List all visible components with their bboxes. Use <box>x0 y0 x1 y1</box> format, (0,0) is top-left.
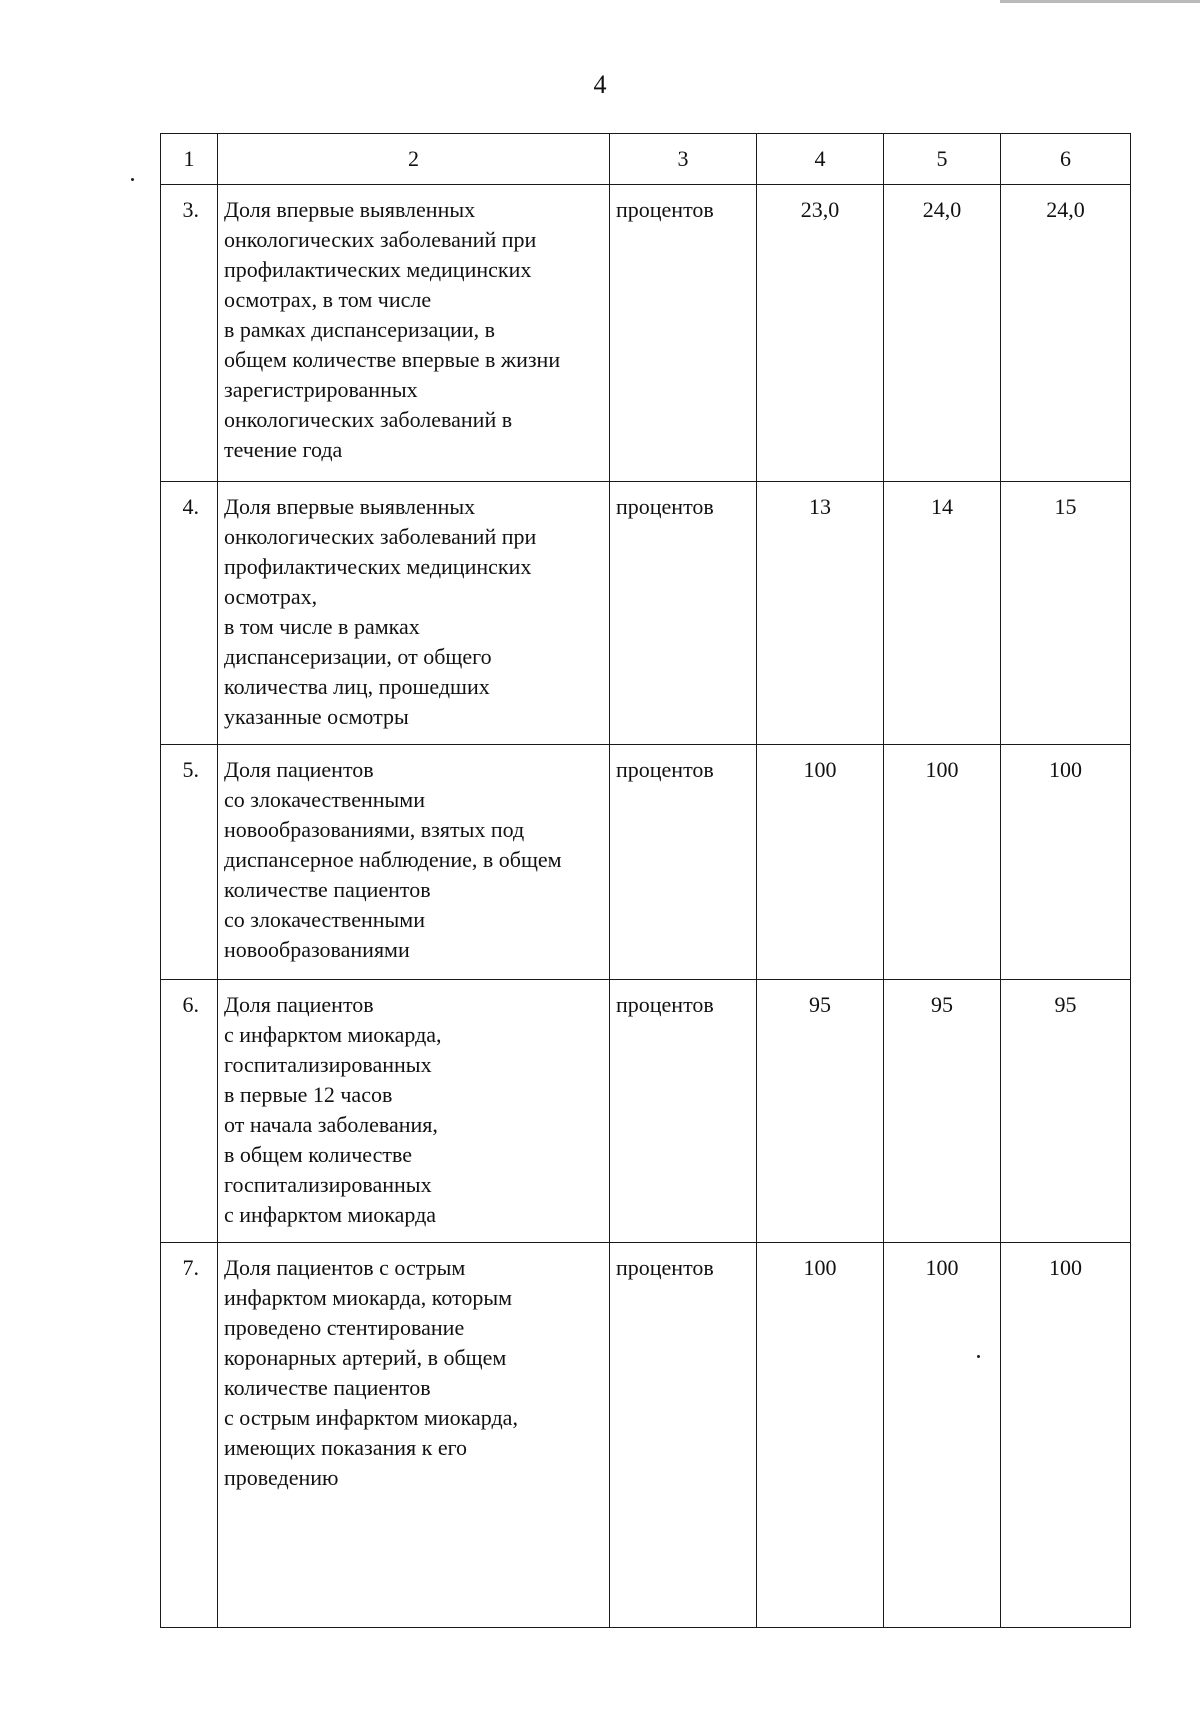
indicator-name-line: количестве пациентов <box>224 877 431 902</box>
value-cell-v4: 100 <box>757 1243 884 1628</box>
value-cell-v5: 100 <box>884 745 1001 980</box>
indicator-name-line: инфарктом миокарда, которым <box>224 1285 513 1310</box>
indicator-name-line: профилактических медицинских <box>224 554 532 579</box>
scan-speck <box>131 178 134 181</box>
indicator-name-line: указанные осмотры <box>224 704 409 729</box>
column-header: 6 <box>1001 134 1131 185</box>
indicator-name <box>218 1243 610 1628</box>
indicator-name-line: онкологических заболеваний при <box>224 227 537 252</box>
unit-cell: процентов <box>610 482 757 745</box>
indicator-name-line: имеющих показания к его <box>224 1435 468 1460</box>
indicator-name-line: общем количестве впервые в жизни <box>224 347 561 372</box>
table-row <box>161 482 1131 745</box>
indicator-name-line: в первые 12 часов <box>224 1082 393 1107</box>
indicator-name-line: онкологических заболеваний при <box>224 524 537 549</box>
unit-cell: процентов <box>610 745 757 980</box>
row-number: 4. <box>161 482 218 745</box>
indicator-name-line: проведению <box>224 1465 339 1490</box>
indicators-table <box>160 133 1131 1628</box>
indicator-name-line: зарегистрированных <box>224 377 418 402</box>
indicator-name-line: с острым инфарктом миокарда, <box>224 1405 518 1430</box>
indicator-name-line: Доля пациентов <box>224 757 374 782</box>
indicator-name-line: осмотрах, <box>224 584 318 609</box>
indicator-name-line: с инфарктом миокарда, <box>224 1022 442 1047</box>
indicator-name-line: новообразованиями, взятых под <box>224 817 525 842</box>
column-header: 1 <box>161 134 218 185</box>
indicator-name-line: в том числе в рамках <box>224 614 420 639</box>
indicator-name-line: Доля впервые выявленных <box>224 494 476 519</box>
value-cell-v6: 100 <box>1001 1243 1131 1628</box>
indicator-name-line: диспансеризации, от общего <box>224 644 492 669</box>
row-number: 6. <box>161 980 218 1243</box>
indicator-name-line: от начала заболевания, <box>224 1112 438 1137</box>
indicator-name-line: осмотрах, в том числе <box>224 287 432 312</box>
indicator-name <box>218 980 610 1243</box>
indicator-name-line: коронарных артерий, в общем <box>224 1345 507 1370</box>
indicator-name-line: со злокачественными <box>224 787 425 812</box>
page-number: 4 <box>593 70 607 99</box>
indicator-name <box>218 482 610 745</box>
indicator-name-line: проведено стентирование <box>224 1315 465 1340</box>
unit-cell: процентов <box>610 1243 757 1628</box>
indicator-name-line: в общем количестве <box>224 1142 413 1167</box>
value-cell-v4: 95 <box>757 980 884 1243</box>
row-number: 5. <box>161 745 218 980</box>
indicator-name-line: профилактических медицинских <box>224 257 532 282</box>
unit-cell: процентов <box>610 185 757 482</box>
value-cell-v6: 95 <box>1001 980 1131 1243</box>
indicator-name <box>218 185 610 482</box>
indicator-name <box>218 745 610 980</box>
value-cell-v5: 24,0 <box>884 185 1001 482</box>
table-row <box>161 185 1131 482</box>
table-header-row <box>161 134 1131 185</box>
indicator-name-line: госпитализированных <box>224 1172 432 1197</box>
indicator-name-line: количестве пациентов <box>224 1375 431 1400</box>
value-cell-v6: 15 <box>1001 482 1131 745</box>
row-number: 3. <box>161 185 218 482</box>
row-number: 7. <box>161 1243 218 1628</box>
indicator-name-line: онкологических заболеваний в <box>224 407 513 432</box>
indicator-name-line: Доля впервые выявленных <box>224 197 476 222</box>
scan-edge-line <box>1000 0 1200 3</box>
value-cell-v4: 13 <box>757 482 884 745</box>
table-row <box>161 980 1131 1243</box>
indicator-name-line: в рамках диспансеризации, в <box>224 317 495 342</box>
unit-cell: процентов <box>610 980 757 1243</box>
indicator-name-line: Доля пациентов <box>224 992 374 1017</box>
column-header: 5 <box>884 134 1001 185</box>
indicator-name-line: со злокачественными <box>224 907 425 932</box>
column-header: 4 <box>757 134 884 185</box>
value-cell-v5: 100 <box>884 1243 1001 1628</box>
value-cell-v4: 100 <box>757 745 884 980</box>
indicator-name-line: Доля пациентов с острым <box>224 1255 466 1280</box>
value-cell-v6: 100 <box>1001 745 1131 980</box>
indicator-name-line: количества лиц, прошедших <box>224 674 490 699</box>
column-header: 2 <box>218 134 610 185</box>
indicator-name-line: течение года <box>224 437 343 462</box>
indicator-name-line: диспансерное наблюдение, в общем <box>224 847 562 872</box>
indicator-name-line: с инфарктом миокарда <box>224 1202 437 1227</box>
indicator-name-line: госпитализированных <box>224 1052 432 1077</box>
column-header: 3 <box>610 134 757 185</box>
value-cell-v6: 24,0 <box>1001 185 1131 482</box>
value-cell-v4: 23,0 <box>757 185 884 482</box>
indicator-name-line: новообразованиями <box>224 937 410 962</box>
value-cell-v5: 95 <box>884 980 1001 1243</box>
value-cell-v5: 14 <box>884 482 1001 745</box>
table-row <box>161 745 1131 980</box>
table-row <box>161 1243 1131 1628</box>
